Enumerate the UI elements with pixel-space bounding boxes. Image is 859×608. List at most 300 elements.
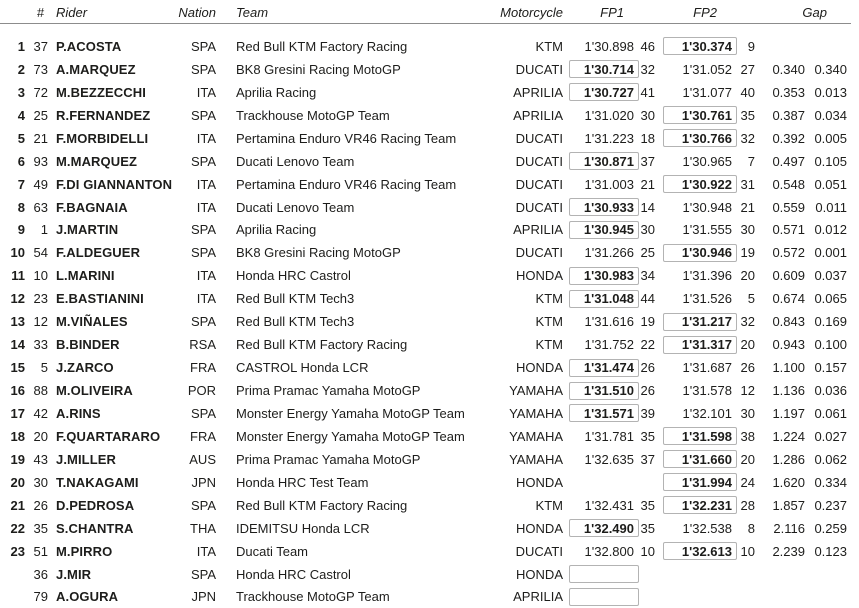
header-team: Team (236, 4, 269, 20)
gap-to-previous: 0.065 (814, 291, 847, 307)
fp2-laps: 9 (747, 38, 755, 54)
gap-to-previous: 0.237 (814, 497, 847, 513)
fp1-laps: 26 (640, 360, 655, 376)
gap-to-previous: 0.061 (814, 405, 847, 421)
nation: ITA (196, 268, 216, 284)
team-name: Red Bull KTM Factory Racing (236, 497, 408, 513)
fp1-cell (563, 359, 639, 377)
fp2-laps: 10 (740, 543, 755, 559)
nation: AUS (189, 451, 216, 467)
fp2-time: 1'30.922 (663, 175, 737, 193)
fp1-cell (563, 152, 639, 170)
motorcycle: APRILIA (513, 589, 563, 605)
fp1-time: 1'32.490 (569, 519, 639, 537)
position: 19 (10, 451, 25, 467)
table-row (0, 563, 859, 586)
fp1-cell (563, 60, 639, 78)
nation: SPA (190, 153, 216, 169)
fp2-time: 1'30.374 (663, 37, 737, 55)
fp2-time: 1'30.761 (663, 106, 737, 124)
fp2-cell (655, 106, 737, 124)
rider-number: 5 (40, 360, 48, 376)
fp1-cell (563, 290, 639, 308)
fp2-time: 1'32.538 (682, 520, 732, 536)
fp1-time: 1'31.020 (584, 107, 634, 123)
rider-name: P.ACOSTA (56, 38, 122, 54)
position: 12 (10, 291, 25, 307)
gap-to-first: 1.197 (772, 405, 805, 421)
gap-to-first: 0.353 (772, 84, 805, 100)
gap-to-previous: 0.100 (814, 337, 847, 353)
gap-to-first: 0.392 (772, 130, 805, 146)
fp2-cell (655, 313, 737, 331)
team-name: Honda HRC Castrol (236, 566, 351, 582)
nation: ITA (196, 291, 216, 307)
fp2-laps: 20 (740, 337, 755, 353)
gap-to-first: 2.116 (773, 520, 805, 536)
team-name: IDEMITSU Honda LCR (236, 520, 370, 536)
fp1-cell (563, 450, 639, 468)
fp1-cell (563, 382, 639, 400)
gap-to-previous: 0.012 (814, 222, 847, 238)
table-row (0, 517, 859, 540)
rider-name: F.DI GIANNANTON (56, 176, 173, 192)
fp2-time: 1'31.077 (682, 84, 732, 100)
table-row (0, 402, 859, 425)
fp2-laps: 32 (740, 130, 755, 146)
nation: ITA (196, 84, 216, 100)
gap-to-previous: 0.005 (814, 130, 847, 146)
rider-number: 12 (33, 314, 48, 330)
fp2-cell (655, 37, 737, 55)
rider-name: R.FERNANDEZ (56, 107, 151, 123)
rider-name: F.ALDEGUER (56, 245, 141, 261)
fp2-cell (655, 83, 737, 101)
team-name: Monster Energy Yamaha MotoGP Team (236, 405, 465, 421)
fp2-cell (655, 359, 737, 377)
fp1-laps: 41 (640, 84, 655, 100)
fp1-time: 1'31.003 (584, 176, 634, 192)
fp2-cell (655, 588, 737, 606)
team-name: Pertamina Enduro VR46 Racing Team (236, 130, 457, 146)
rider-name: J.MILLER (56, 451, 117, 467)
motorcycle: DUCATI (515, 245, 563, 261)
fp1-laps: 44 (640, 291, 655, 307)
fp1-laps: 10 (640, 543, 655, 559)
fp1-time: 1'31.474 (569, 359, 639, 377)
rider-name: F.MORBIDELLI (56, 130, 149, 146)
gap-to-previous: 0.034 (814, 107, 847, 123)
position: 16 (10, 383, 25, 399)
fp1-cell (563, 588, 639, 606)
fp2-laps: 20 (740, 268, 755, 284)
team-name: Prima Pramac Yamaha MotoGP (236, 451, 421, 467)
fp2-time: 1'31.217 (663, 313, 737, 331)
rider-number: 88 (33, 383, 48, 399)
fp1-laps: 35 (640, 520, 655, 536)
fp2-laps: 19 (740, 245, 755, 261)
fp2-laps: 5 (747, 291, 755, 307)
fp1-laps: 14 (640, 199, 655, 215)
position: 9 (17, 222, 25, 238)
fp2-time: 1'31.578 (682, 383, 732, 399)
position: 15 (10, 360, 25, 376)
fp1-laps: 21 (640, 176, 655, 192)
gap-to-first: 0.572 (772, 245, 805, 261)
table-row (0, 35, 859, 58)
motorcycle: YAMAHA (509, 451, 563, 467)
table-row (0, 494, 859, 517)
motorcycle: KTM (535, 38, 563, 54)
fp1-time: 1'31.781 (584, 428, 634, 444)
fp2-laps: 7 (747, 153, 755, 169)
table-row (0, 81, 859, 104)
fp1-time: 1'31.616 (584, 314, 634, 330)
rider-name: L.MARINI (56, 268, 115, 284)
fp1-cell (563, 106, 639, 124)
rider-name: A.OGURA (56, 589, 119, 605)
fp1-time: 1'31.266 (584, 245, 634, 261)
motorcycle: APRILIA (513, 84, 563, 100)
fp1-cell (563, 267, 639, 285)
rider-name: M.BEZZECCHI (56, 84, 146, 100)
rider-name: J.MIR (56, 566, 92, 582)
fp2-time: 1'31.396 (682, 268, 732, 284)
position: 7 (17, 176, 25, 192)
fp2-time: 1'30.946 (663, 244, 737, 262)
rider-number: 72 (33, 84, 48, 100)
fp2-laps: 32 (740, 314, 755, 330)
gap-to-previous: 0.334 (814, 474, 847, 490)
rider-name: F.BAGNAIA (56, 199, 128, 215)
table-row (0, 448, 859, 471)
team-name: Trackhouse MotoGP Team (236, 589, 390, 605)
fp2-laps: 28 (740, 497, 755, 513)
fp1-cell (563, 244, 639, 262)
gap-to-previous: 0.001 (814, 245, 847, 261)
motorcycle: HONDA (516, 520, 563, 536)
motorcycle: HONDA (516, 268, 563, 284)
rider-name: A.RINS (56, 405, 101, 421)
fp2-time: 1'31.052 (682, 61, 732, 77)
gap-to-first: 1.136 (772, 383, 805, 399)
rider-number: 79 (33, 589, 48, 605)
team-name: Aprilia Racing (236, 222, 317, 238)
rider-number: 25 (33, 107, 48, 123)
motorcycle: HONDA (516, 360, 563, 376)
gap-to-first: 0.843 (772, 314, 805, 330)
fp1-laps: 19 (640, 314, 655, 330)
fp2-laps: 8 (747, 520, 755, 536)
rider-number: 10 (33, 268, 48, 284)
nation: POR (187, 383, 216, 399)
motorcycle: DUCATI (515, 176, 563, 192)
team-name: Ducati Lenovo Team (236, 153, 355, 169)
fp1-time: 1'32.635 (584, 451, 634, 467)
position: 10 (10, 245, 25, 261)
team-name: Red Bull KTM Tech3 (236, 291, 355, 307)
fp2-laps: 31 (740, 176, 755, 192)
rider-name: B.BINDER (56, 337, 120, 353)
fp2-cell (655, 152, 737, 170)
table-row (0, 310, 859, 333)
gap-to-previous: 0.051 (814, 176, 847, 192)
table-body (0, 35, 859, 608)
gap-to-previous: 0.169 (814, 314, 847, 330)
rider-name: F.QUARTARARO (56, 428, 161, 444)
position: 18 (10, 428, 25, 444)
position: 11 (11, 268, 25, 284)
fp2-cell (655, 542, 737, 560)
fp1-time: 1'32.800 (584, 543, 634, 559)
motorcycle: KTM (535, 314, 563, 330)
fp1-time (569, 588, 639, 606)
rider-name: M.MARQUEZ (56, 153, 138, 169)
gap-to-first: 0.340 (772, 61, 805, 77)
fp2-time: 1'30.766 (663, 129, 737, 147)
rider-number: 73 (33, 61, 48, 77)
rider-number: 1 (40, 222, 48, 238)
fp1-time: 1'30.983 (569, 267, 639, 285)
nation: RSA (189, 337, 216, 353)
fp2-cell (655, 129, 737, 147)
fp2-laps: 40 (740, 84, 755, 100)
fp2-laps: 20 (740, 451, 755, 467)
gap-to-first: 1.857 (772, 497, 805, 513)
fp2-cell (655, 404, 737, 422)
team-name: Ducati Lenovo Team (236, 199, 355, 215)
rider-name: J.ZARCO (56, 360, 114, 376)
fp1-cell (563, 542, 639, 560)
motorcycle: DUCATI (515, 199, 563, 215)
nation: JPN (191, 474, 216, 490)
position: 2 (17, 61, 25, 77)
nation: FRA (190, 428, 216, 444)
position: 3 (17, 84, 25, 100)
fp1-cell (563, 473, 639, 491)
table-row (0, 287, 859, 310)
team-name: BK8 Gresini Racing MotoGP (236, 245, 401, 261)
fp1-cell (563, 404, 639, 422)
position: 14 (10, 337, 25, 353)
rider-number: 21 (33, 130, 48, 146)
rider-number: 37 (33, 38, 48, 54)
rider-name: J.MARTIN (56, 222, 119, 238)
header-rider-number: # (36, 4, 44, 20)
fp1-laps: 46 (640, 38, 655, 54)
fp1-laps: 30 (640, 222, 655, 238)
rider-number: 54 (33, 245, 48, 261)
rider-name: M.PIRRO (56, 543, 113, 559)
motorcycle: DUCATI (515, 153, 563, 169)
position: 6 (17, 153, 25, 169)
fp1-laps: 22 (640, 337, 655, 353)
fp2-laps: 38 (740, 428, 755, 444)
team-name: Monster Energy Yamaha MotoGP Team (236, 428, 465, 444)
motorcycle: KTM (535, 497, 563, 513)
motorcycle: KTM (535, 291, 563, 307)
fp2-cell (655, 565, 737, 583)
rider-number: 51 (33, 543, 48, 559)
team-name: Red Bull KTM Factory Racing (236, 38, 408, 54)
table-row (0, 241, 859, 264)
position: 4 (17, 107, 25, 123)
position: 21 (10, 497, 25, 513)
team-name: Red Bull KTM Factory Racing (236, 337, 408, 353)
gap-to-previous: 0.011 (815, 199, 847, 215)
rider-name: T.NAKAGAMI (56, 474, 139, 490)
fp2-cell (655, 519, 737, 537)
position: 23 (10, 543, 25, 559)
fp2-laps: 30 (740, 405, 755, 421)
nation: ITA (196, 130, 216, 146)
fp1-cell (563, 83, 639, 101)
fp2-cell (655, 496, 737, 514)
team-name: Pertamina Enduro VR46 Racing Team (236, 176, 457, 192)
table-row (0, 471, 859, 494)
fp1-time: 1'30.933 (569, 198, 639, 216)
gap-to-previous: 0.062 (814, 451, 847, 467)
gap-to-previous: 0.027 (814, 428, 847, 444)
team-name: Ducati Team (236, 543, 309, 559)
gap-to-first: 1.286 (772, 451, 805, 467)
fp1-laps: 37 (640, 451, 655, 467)
header-motorcycle: Motorcycle (500, 4, 563, 20)
fp1-laps: 30 (640, 107, 655, 123)
table-header (0, 1, 851, 24)
team-name: Aprilia Racing (236, 84, 317, 100)
gap-to-previous: 0.340 (814, 61, 847, 77)
team-name: CASTROL Honda LCR (236, 360, 369, 376)
fp1-time: 1'31.048 (569, 290, 639, 308)
fp1-cell (563, 198, 639, 216)
fp2-time: 1'31.687 (682, 360, 732, 376)
rider-number: 93 (33, 153, 48, 169)
table-row (0, 104, 859, 127)
gap-to-first: 0.943 (772, 337, 805, 353)
position: 5 (17, 130, 25, 146)
fp2-laps: 35 (740, 107, 755, 123)
team-name: Prima Pramac Yamaha MotoGP (236, 383, 421, 399)
header-rider: Rider (56, 4, 88, 20)
fp2-time: 1'31.526 (682, 291, 732, 307)
fp2-cell (655, 244, 737, 262)
fp2-cell (655, 336, 737, 354)
gap-to-first: 0.548 (772, 176, 805, 192)
team-name: Trackhouse MotoGP Team (236, 107, 390, 123)
nation: SPA (190, 61, 216, 77)
gap-to-first: 1.100 (772, 360, 805, 376)
motorcycle: HONDA (516, 566, 563, 582)
fp1-cell (563, 129, 639, 147)
table-row (0, 356, 859, 379)
gap-to-previous: 0.123 (814, 543, 847, 559)
motorcycle: DUCATI (515, 130, 563, 146)
header-fp1: FP1 (600, 4, 624, 20)
fp2-cell (655, 60, 737, 78)
fp2-cell (655, 267, 737, 285)
fp2-laps: 30 (740, 222, 755, 238)
fp1-time: 1'30.898 (584, 38, 634, 54)
fp2-time: 1'32.231 (663, 496, 737, 514)
gap-to-first: 0.559 (772, 199, 805, 215)
nation: ITA (196, 543, 216, 559)
gap-to-previous: 0.157 (814, 360, 847, 376)
fp1-cell (563, 519, 639, 537)
table-row (0, 219, 859, 242)
nation: FRA (190, 360, 216, 376)
rider-number: 30 (33, 474, 48, 490)
nation: SPA (190, 314, 216, 330)
fp2-time: 1'32.101 (682, 405, 732, 421)
motorcycle: YAMAHA (509, 405, 563, 421)
team-name: BK8 Gresini Racing MotoGP (236, 61, 401, 77)
gap-to-first: 0.571 (772, 222, 805, 238)
fp2-cell (655, 473, 737, 491)
fp1-cell (563, 336, 639, 354)
fp1-laps: 32 (640, 61, 655, 77)
nation: ITA (196, 176, 216, 192)
table-row (0, 425, 859, 448)
header-fp2: FP2 (693, 4, 717, 20)
header-gap: Gap (802, 4, 827, 20)
fp1-cell (563, 565, 639, 583)
fp2-time: 1'31.660 (663, 450, 737, 468)
fp1-time: 1'32.431 (584, 497, 634, 513)
table-row (0, 379, 859, 402)
rider-number: 26 (33, 497, 48, 513)
fp2-laps: 27 (740, 61, 755, 77)
nation: SPA (190, 566, 216, 582)
gap-to-first: 1.620 (772, 474, 805, 490)
position: 22 (10, 520, 25, 536)
table-row (0, 58, 859, 81)
rider-name: M.VIÑALES (56, 314, 128, 330)
rider-number: 43 (33, 451, 48, 467)
table-row (0, 173, 859, 196)
gap-to-first: 0.609 (772, 268, 805, 284)
rider-number: 36 (33, 566, 48, 582)
motorcycle: KTM (535, 337, 563, 353)
fp1-laps: 18 (640, 130, 655, 146)
table-row (0, 127, 859, 150)
rider-number: 23 (33, 291, 48, 307)
fp2-time: 1'30.948 (682, 199, 732, 215)
fp2-time: 1'31.317 (663, 336, 737, 354)
gap-to-previous: 0.037 (814, 268, 847, 284)
fp1-cell (563, 37, 639, 55)
rider-name: S.CHANTRA (56, 520, 134, 536)
motorcycle: APRILIA (513, 107, 563, 123)
table-row (0, 586, 859, 608)
table-row (0, 150, 859, 173)
fp1-laps: 35 (640, 497, 655, 513)
fp1-laps: 26 (640, 383, 655, 399)
rider-number: 42 (33, 405, 48, 421)
gap-to-first: 0.497 (772, 153, 805, 169)
nation: SPA (190, 245, 216, 261)
fp2-laps: 12 (740, 383, 755, 399)
gap-to-previous: 0.259 (814, 520, 847, 536)
fp1-cell (563, 221, 639, 239)
fp1-cell (563, 313, 639, 331)
gap-to-previous: 0.013 (814, 84, 847, 100)
gap-to-first: 0.387 (772, 107, 805, 123)
table-row (0, 196, 859, 219)
fp2-cell (655, 450, 737, 468)
nation: SPA (190, 405, 216, 421)
fp1-cell (563, 175, 639, 193)
